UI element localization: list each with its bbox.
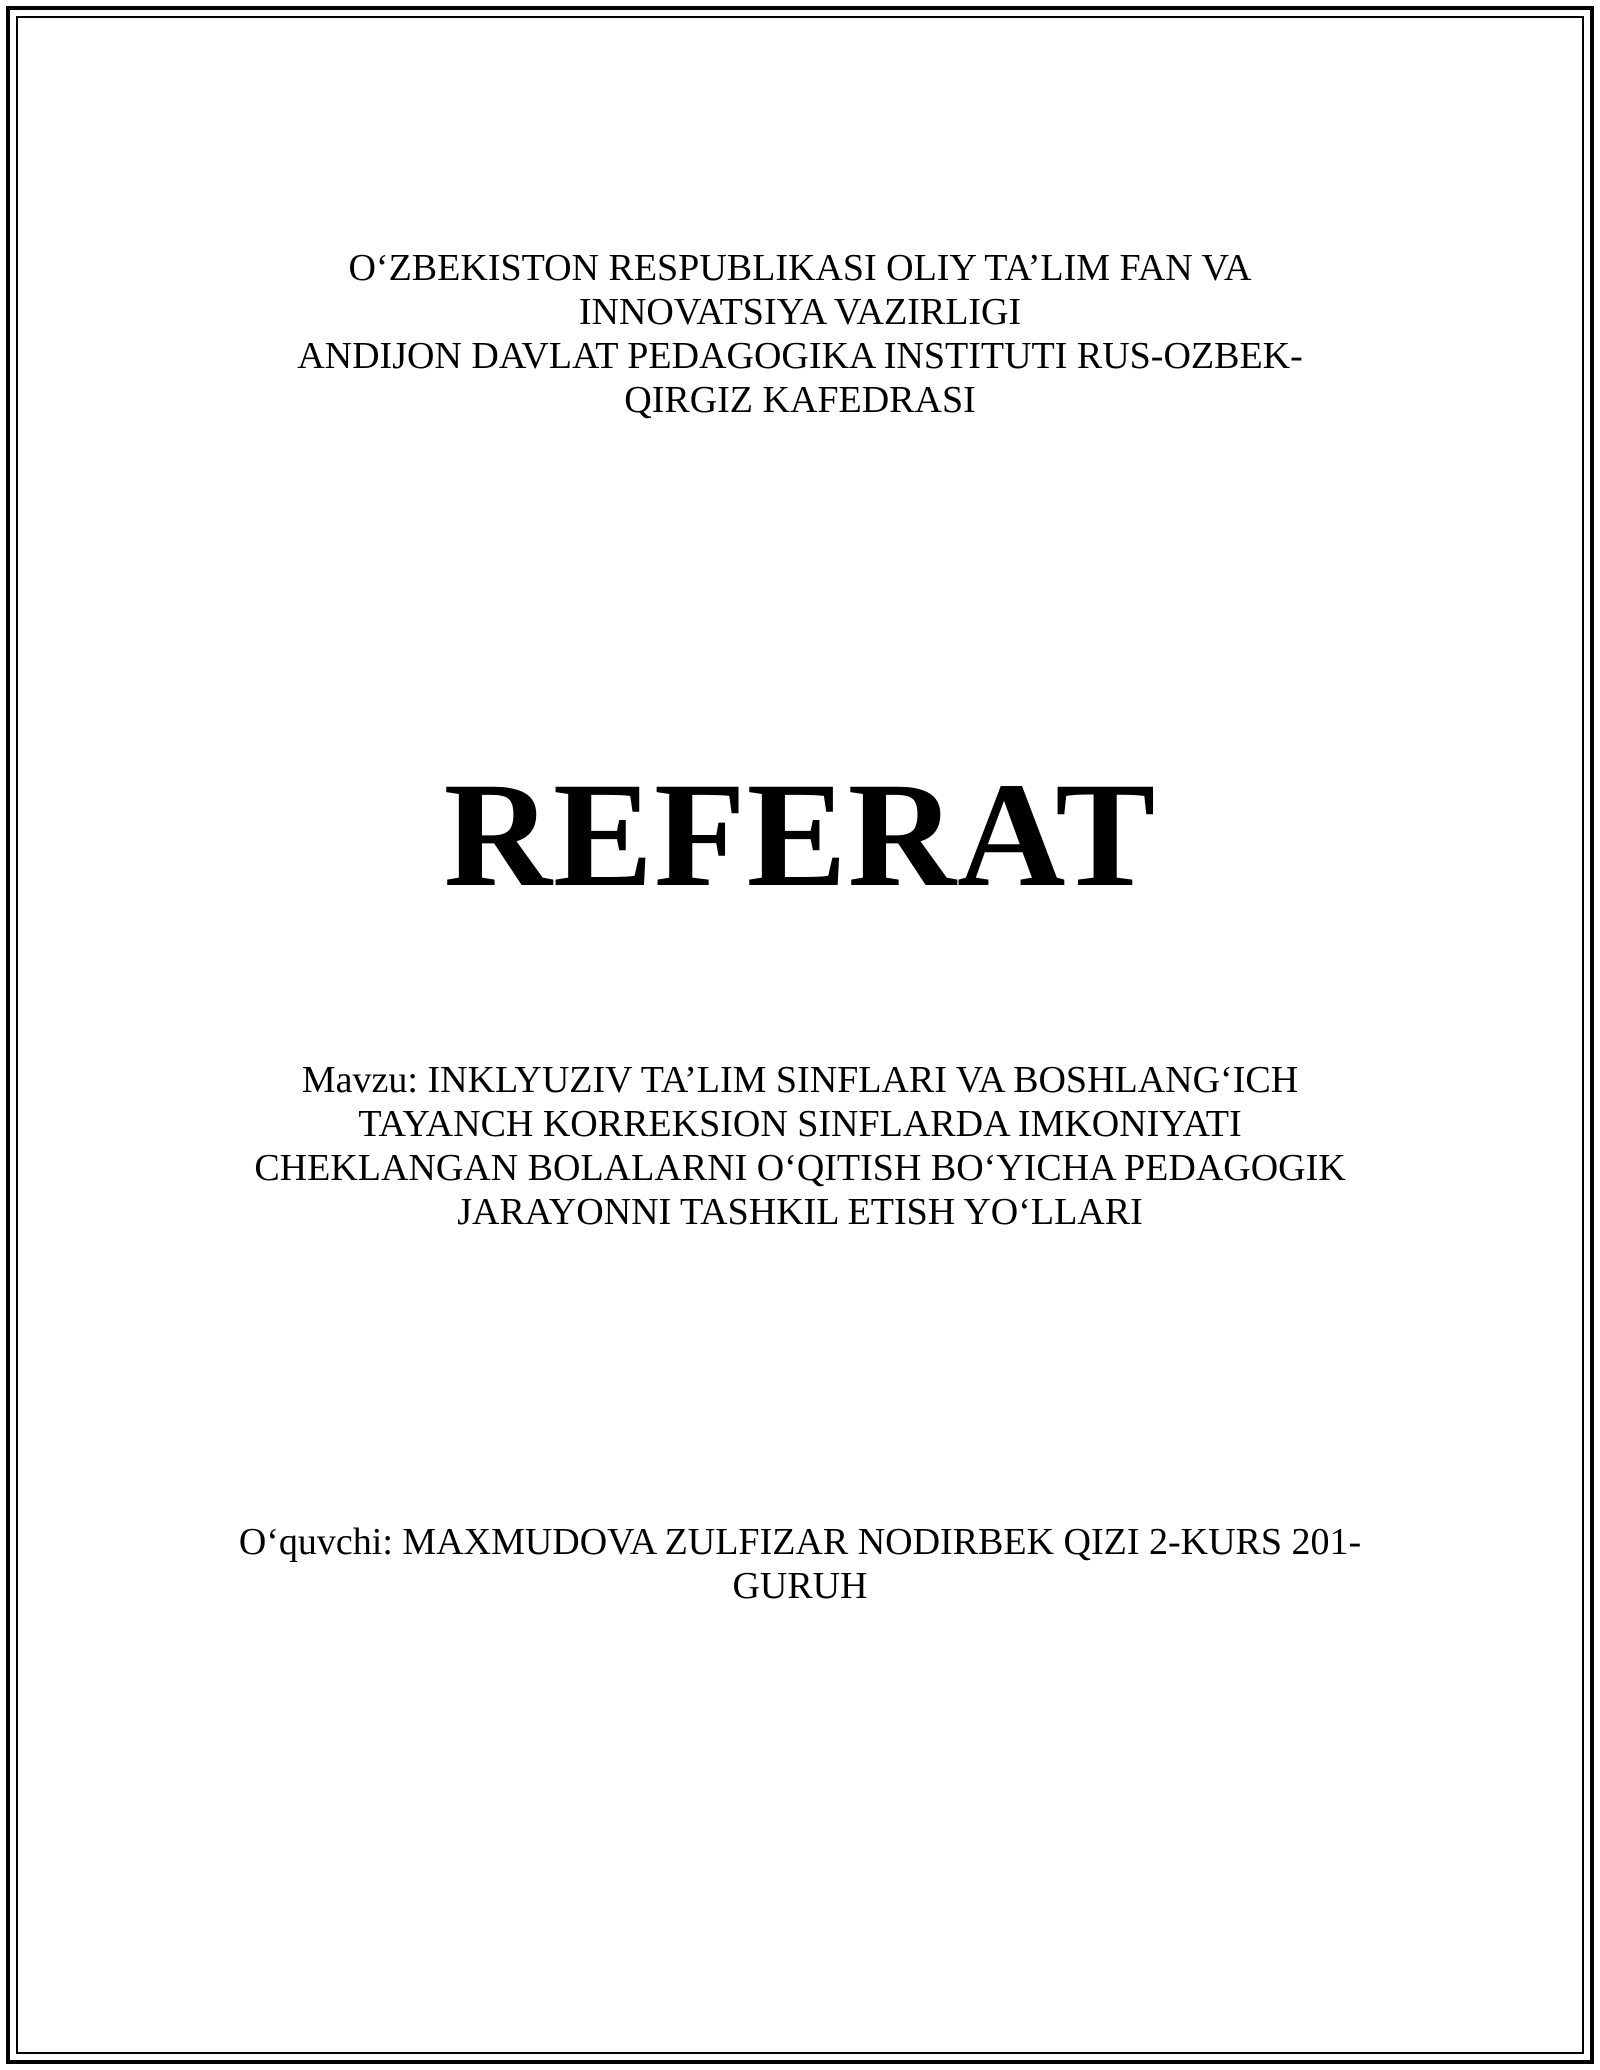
topic-line: Mavzu: INKLYUZIV TA’LIM SINFLARI VA BOSHLANG‘ICH xyxy=(301,1059,1299,1101)
header-line: ANDIJON DAVLAT PEDAGOGIKA INSTITUTI RUS-OZBEK- xyxy=(297,335,1303,377)
document-title: REFERAT xyxy=(443,752,1157,918)
institution-header xyxy=(0,246,1600,422)
student-line: O‘quvchi: MAXMUDOVA ZULFIZAR NODIRBEK QIZI 2-KURS 201- xyxy=(238,1521,1362,1563)
header-line: O‘ZBEKISTON RESPUBLIKASI OLIY TA’LIM FAN VA xyxy=(348,247,1252,289)
student-block xyxy=(0,1520,1600,1608)
topic-line: JARAYONNI TASHKIL ETISH YO‘LLARI xyxy=(457,1191,1143,1233)
topic-line: CHEKLANGAN BOLALARNI O‘QITISH BO‘YICHA PEDAGOGIK xyxy=(254,1147,1346,1189)
header-line: QIRGIZ KAFEDRASI xyxy=(624,379,976,421)
header-line: INNOVATSIYA VAZIRLIGI xyxy=(578,291,1022,333)
student-line: GURUH xyxy=(732,1565,868,1607)
topic-line: TAYANCH KORREKSION SINFLARDA IMKONIYATI xyxy=(358,1103,1242,1145)
topic-block xyxy=(0,1058,1600,1234)
